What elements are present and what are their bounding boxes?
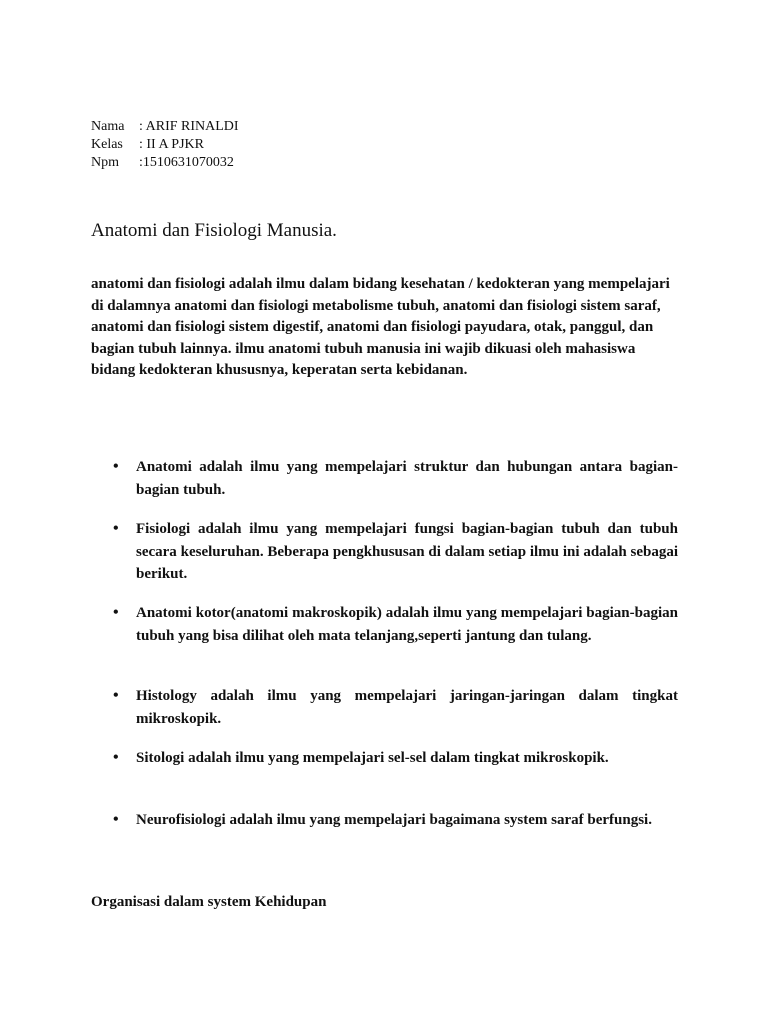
npm-row (91, 154, 239, 172)
intro-paragraph: anatomi dan fisiologi adalah ilmu dalam bidang kesehatan / kedokteran yang mempelajari di dalamnya anatomi dan fisiologi metabolisme tubuh, anatomi dan fisiologi sistem saraf, anatomi dan fisiologi sistem digestif, anatomi dan fisiologi payudara, otak, panggul, dan bagian tubuh lainnya. ilmu anatomi tubuh manusia ini wajib dikuasi oleh mahasiswa bidang kedokteran khususnya, keperatan serta kebidanan. (91, 276, 670, 379)
definitions-list (91, 456, 678, 871)
list-item: • Anatomi kotor(anatomi makroskopik) adalah ilmu yang mempelajari bagian-bagian tubuh yang bisa dilihat oleh mata telanjang,seperti jantung dan tulang. (91, 602, 678, 685)
student-identity-block (91, 118, 239, 172)
list-item: • Fisiologi adalah ilmu yang mempelajari fungsi bagian-bagian tubuh dan tubuh secara keseluruhan. Beberapa pengkhususan di dalam setiap ilmu ini adalah sebagai berikut. (91, 518, 678, 602)
npm-value: :1510631070032 (139, 155, 234, 170)
list-item: • Neurofisiologi adalah ilmu yang mempelajari bagaimana system saraf berfungsi. (91, 809, 678, 871)
class-row (91, 136, 239, 154)
class-value: : II A PJKR (139, 137, 204, 152)
class-label: Kelas (91, 137, 123, 152)
section-heading: Organisasi dalam system Kehidupan (91, 894, 327, 910)
list-item: • Anatomi adalah ilmu yang mempelajari struktur dan hubungan antara bagian-bagian tubuh. (91, 456, 678, 518)
npm-label: Npm (91, 155, 119, 170)
list-item: • Histology adalah ilmu yang mempelajari jaringan-jaringan dalam tingkat mikroskopik. (91, 685, 678, 747)
name-row (91, 118, 239, 136)
document-title: Anatomi dan Fisiologi Manusia. (91, 220, 337, 241)
name-label: Nama (91, 119, 125, 134)
list-item: • Sitologi adalah ilmu yang mempelajari sel-sel dalam tingkat mikroskopik. (91, 747, 678, 809)
name-value: : ARIF RINALDI (139, 119, 239, 134)
